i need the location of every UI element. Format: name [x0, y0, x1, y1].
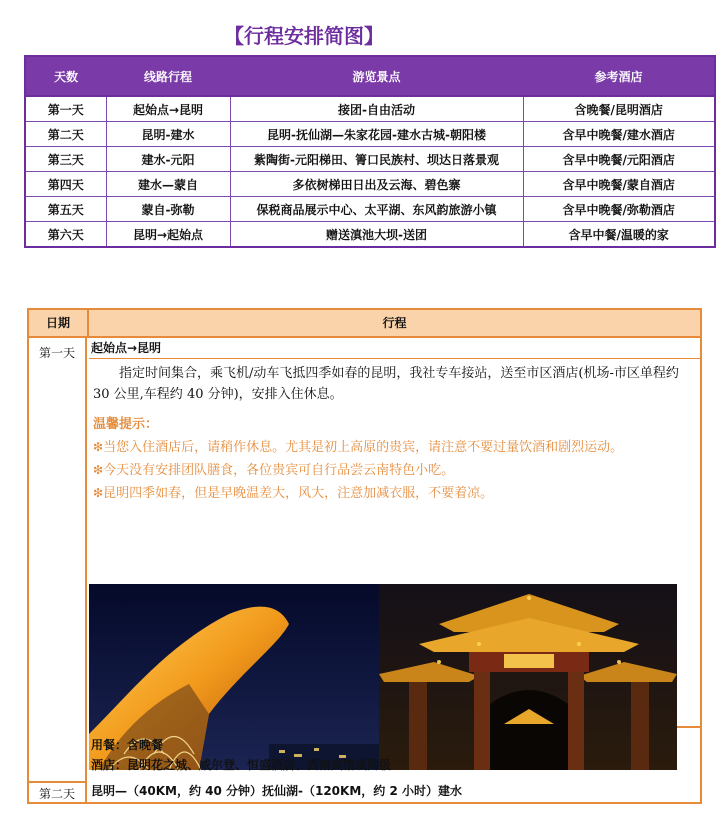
cell-day: 第六天 — [25, 222, 106, 248]
day2-label-cell — [29, 781, 87, 802]
cell-route: 建水—蒙自 — [106, 172, 230, 197]
summary-header-row — [25, 56, 715, 96]
summary-row — [25, 222, 715, 248]
cell-attractions: 赠送滇池大坝-送团 — [230, 222, 523, 248]
tip-text: 当您入住酒店后，请稍作休息。尤其是初上高原的贵宾，请注意不要过量饮酒和剧烈运动。 — [103, 440, 624, 455]
tip-item — [93, 460, 696, 481]
cell-route: 蒙自-弥勒 — [106, 197, 230, 222]
cell-attractions: 保税商品展示中心、太平湖、东风韵旅游小镇 — [230, 197, 523, 222]
cell-attractions: 昆明-抚仙湖—朱家花园-建水古城-朝阳楼 — [230, 122, 523, 147]
cell-hotel: 含早中晚餐/建水酒店 — [523, 122, 715, 147]
cell-attractions: 多依树梯田日出及云海、碧色寨 — [230, 172, 523, 197]
day1-body — [89, 359, 700, 728]
cell-hotel: 含早中晚餐/元阳酒店 — [523, 147, 715, 172]
cell-hotel: 含早中餐/温暖的家 — [523, 222, 715, 248]
tip-title: 温馨提示： — [93, 417, 159, 432]
tip-text: 今天没有安排团队膳食，各位贵宾可自行品尝云南特色小吃。 — [103, 463, 455, 478]
summary-row — [25, 147, 715, 172]
detail-header-row — [29, 310, 700, 338]
itinerary-detail-table — [27, 308, 702, 804]
cell-attractions: 紫陶街-元阳梯田、箐口民族村、坝达日落景观 — [230, 147, 523, 172]
header-days: 天数 — [25, 56, 106, 96]
cell-route: 昆明→起始点 — [106, 222, 230, 248]
header-attractions: 游览景点 — [230, 56, 523, 96]
cell-hotel: 含早中晚餐/弥勒酒店 — [523, 197, 715, 222]
tip-item — [93, 437, 696, 458]
header-trip: 行程 — [382, 316, 407, 330]
cell-hotel: 含晚餐/昆明酒店 — [523, 96, 715, 122]
cell-day: 第三天 — [25, 147, 106, 172]
header-hotel: 参考酒店 — [523, 56, 715, 96]
summary-row — [25, 172, 715, 197]
header-route: 线路行程 — [106, 56, 230, 96]
flower-icon: ❇ — [93, 463, 104, 477]
cell-day: 第五天 — [25, 197, 106, 222]
summary-row — [25, 197, 715, 222]
page-title: 【行程安排简图】 — [224, 24, 384, 48]
header-date: 日期 — [29, 310, 89, 336]
day1-meals-hotel — [89, 730, 700, 781]
day2-label: 第二天 — [38, 787, 75, 801]
itinerary-summary-table — [24, 55, 716, 248]
day1-description: 指定时间集合，乘飞机/动车飞抵四季如春的昆明，我社专车接站，送至市区酒店(机场-市区单程约 30 公里,车程约 40 分钟)，安排入住休息。 — [93, 366, 679, 402]
tip-item — [93, 483, 696, 504]
cell-day: 第一天 — [25, 96, 106, 122]
cell-route: 起始点→昆明 — [106, 96, 230, 122]
cell-day: 第二天 — [25, 122, 106, 147]
summary-row — [25, 122, 715, 147]
cell-route: 昆明-建水 — [106, 122, 230, 147]
cell-day: 第四天 — [25, 172, 106, 197]
day1-route: 起始点→昆明 — [89, 338, 700, 359]
cell-route: 建水-元阳 — [106, 147, 230, 172]
day1-label-cell — [29, 338, 87, 781]
day1-hotel: 酒店：昆明花之城、威尔登、恒盛酒店、西南宾馆或同级 — [91, 758, 392, 772]
day2-route: 昆明—（40KM，约 40 分钟）抚仙湖-（120KM，约 2 小时）建水 — [91, 784, 462, 798]
flower-icon: ❇ — [93, 440, 104, 454]
cell-attractions: 接团-自由活动 — [230, 96, 523, 122]
day1-label: 第一天 — [38, 346, 75, 360]
flower-icon: ❇ — [93, 486, 104, 500]
tip-text: 昆明四季如春，但是早晚温差大，风大，注意加减衣服，不要着凉。 — [103, 486, 494, 501]
cell-hotel: 含早中晚餐/蒙自酒店 — [523, 172, 715, 197]
day1-meal: 用餐：含晚餐 — [91, 738, 164, 752]
summary-row — [25, 96, 715, 122]
